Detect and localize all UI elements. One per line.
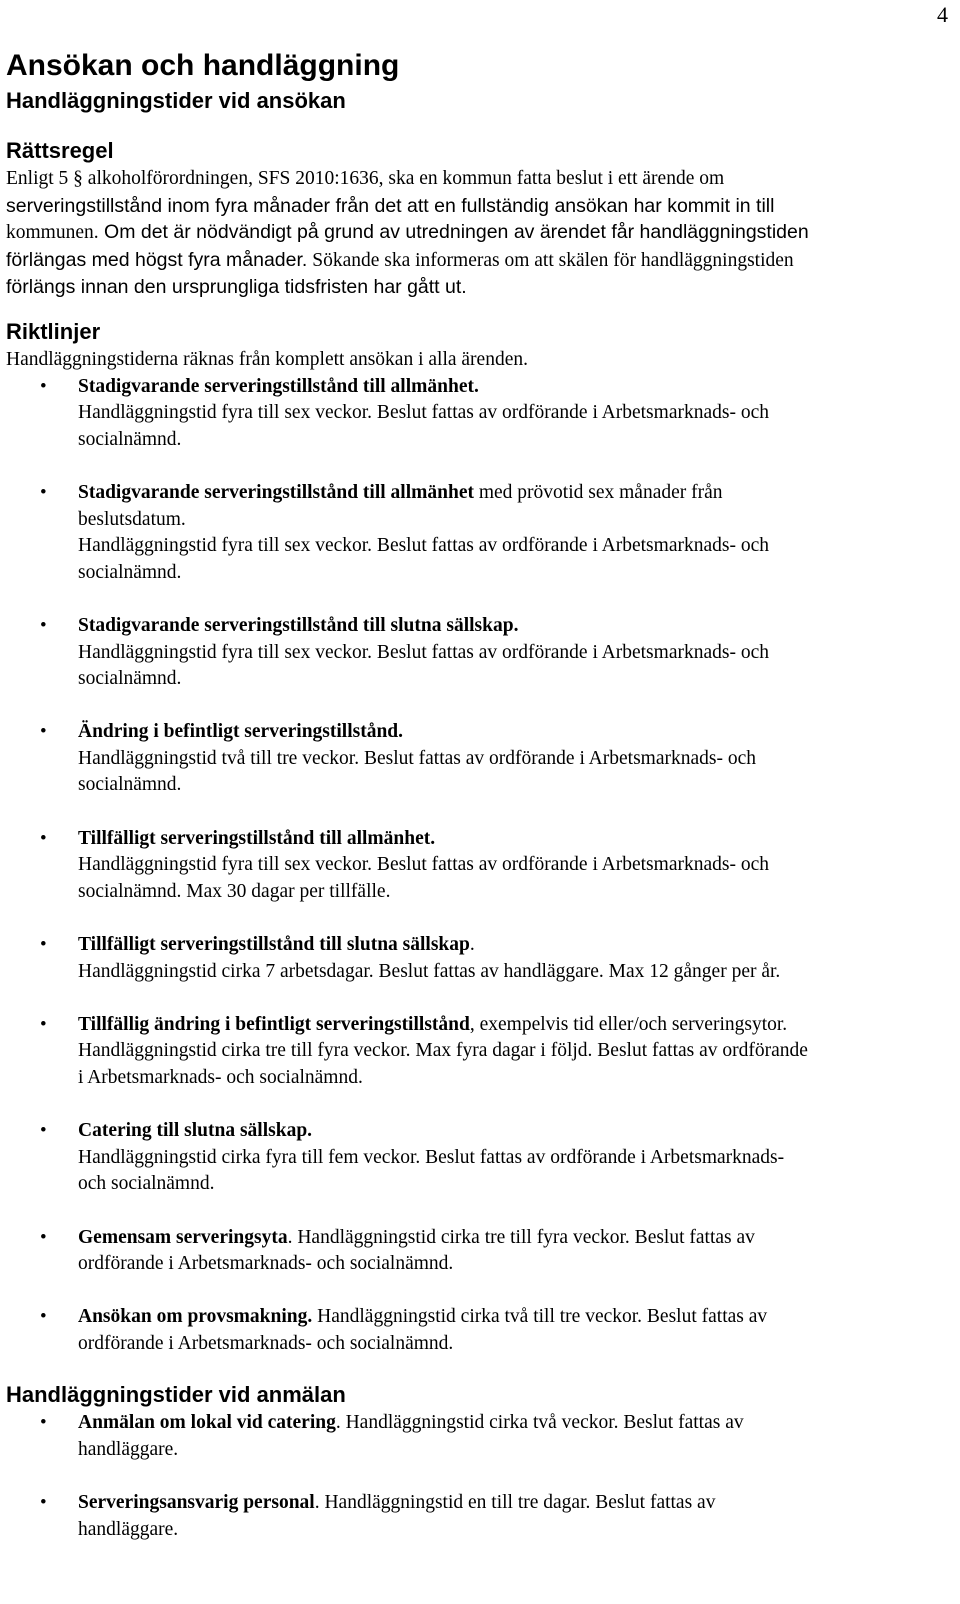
list-item-bold-text: Anmälan om lokal vid catering [78,1412,336,1434]
list-item [6,719,936,799]
list-item-line: socialnämnd. [78,668,182,690]
list-item-bold-text: Stadigvarande serveringstillstånd till allmänhet. [78,375,479,397]
rattsregel-paragraph [6,166,936,301]
list-item-line: socialnämnd. [78,428,182,450]
list-item-heading [78,480,936,507]
list-item-bold-text: Gemensam serveringsyta [78,1226,288,1248]
rattsregel-line-4 [6,247,936,275]
list-item [6,613,936,693]
list-item-heading [78,1304,936,1331]
list-item-bold-text: Tillfälligt serveringstillstånd till allmänhet. [78,827,436,849]
list-item-line: Handläggningstid fyra till sex veckor. Beslut fattas av ordförande i Arbetsmarknads- och [78,641,769,663]
list-item-heading [78,932,936,959]
list-item-line: ordförande i Arbetsmarknads- och socialnämnd. [78,1253,454,1275]
section-heading-riktlinjer: Riktlinjer [6,318,101,344]
rattsregel-line-3b: Om det är nödvändigt på grund av utredningen av ärendet får handläggningstiden [98,221,809,244]
list-item-text: med prövotid sex månader från [473,481,723,503]
page-subtitle: Handläggningstider vid ansökan [6,88,346,113]
bullet-icon: • [40,1013,47,1035]
document-body [6,46,936,1543]
list-item-heading [78,374,936,401]
list-item [6,826,936,906]
list-item-heading [78,826,936,853]
list-item [6,374,936,454]
list-item-line: Handläggningstid cirka tre till fyra veckor. Max fyra dagar i följd. Beslut fattas av ordförande [78,1040,808,1062]
list-item-heading [78,1012,936,1039]
list-item-line: handläggare. [78,1438,179,1460]
list-item [6,1225,936,1278]
list-item-line: socialnämnd. Max 30 dagar per tillfälle. [78,880,391,902]
list-item [6,932,936,985]
bullet-icon: • [40,1306,47,1328]
list-item-line: och socialnämnd. [78,1173,215,1195]
riktlinjer-intro: Handläggningstiderna räknas från komplett ansökan i alla ärenden. [6,348,528,370]
rattsregel-line-5: förlängs innan den ursprungliga tidsfristen har gått ut. [6,276,467,299]
list-item-line: Handläggningstid två till tre veckor. Beslut fattas av ordförande i Arbetsmarknads- och [78,747,756,769]
bullet-icon: • [40,1226,47,1248]
rattsregel-line-4a: förlängas med högst fyra månader. [6,248,308,271]
list-item-text: . Handläggningstid en till tre dagar. Beslut fattas av [314,1491,716,1513]
list-item-bold-text: Stadigvarande serveringstillstånd till allmänhet [78,481,474,503]
list-item-bold-text: Ändring i befintligt serveringstillstånd. [78,721,404,743]
list-item-line: Handläggningstid cirka 7 arbetsdagar. Beslut fattas av handläggare. Max 12 gånger per år. [78,960,781,982]
list-item-line: Handläggningstid fyra till sex veckor. Beslut fattas av ordförande i Arbetsmarknads- och [78,535,769,557]
list-item-line: handläggare. [78,1518,179,1540]
riktlinjer-list [6,374,936,1358]
list-item-heading [78,719,936,746]
list-item-bold-text: Catering till slutna sällskap. [78,1120,313,1142]
list-item-bold-text: Ansökan om provsmakning. [78,1306,313,1328]
list-item [6,1012,936,1092]
list-item [6,1490,936,1543]
rattsregel-line-1: Enligt 5 § alkoholförordningen, SFS 2010:1636, ska en kommun fatta beslut i ett ärende om [6,168,725,189]
list-item-bold-text: Tillfällig ändring i befintligt serveringstillstånd [78,1013,470,1035]
bullet-icon: • [40,1412,47,1434]
page-title: Ansökan och handläggning [6,49,400,82]
bullet-icon: • [40,827,47,849]
list-item-line: Handläggningstid fyra till sex veckor. Beslut fattas av ordförande i Arbetsmarknads- och [78,402,769,424]
section-heading-anmalan: Handläggningstider vid anmälan [6,1382,346,1408]
list-item [6,1118,936,1198]
list-item-heading [78,1118,936,1145]
list-item-line: i Arbetsmarknads- och socialnämnd. [78,1067,363,1088]
list-item [6,1410,936,1463]
section-heading-rattsregel: Rättsregel [6,138,114,163]
bullet-icon: • [40,481,47,503]
bullet-icon: • [40,721,47,743]
list-item-heading [78,1225,936,1252]
bullet-icon: • [40,614,47,636]
list-item-line: socialnämnd. [78,774,182,796]
list-item-line: Handläggningstid fyra till sex veckor. Beslut fattas av ordförande i Arbetsmarknads- och [78,854,769,876]
list-item-heading [78,1490,936,1517]
bullet-icon: • [40,375,47,397]
list-item-text: . Handläggningstid cirka två veckor. Beslut fattas av [335,1412,744,1434]
bullet-icon: • [40,1491,47,1513]
list-item-text: Handläggningstid cirka två till tre veckor. Beslut fattas av [312,1306,768,1328]
list-item-heading [78,1410,936,1437]
list-item-text: . [469,934,475,956]
rattsregel-line-4b: Sökande ska informeras om att skälen för handläggningstiden [307,249,794,271]
rattsregel-line-2: serveringstillstånd inom fyra månader från det att en fullständig ansökan har kommit in till [6,194,775,217]
list-item-line: Handläggningstid cirka fyra till fem veckor. Beslut fattas av ordförande i Arbetsmarknads- [78,1146,785,1168]
list-item-heading [78,613,936,640]
page-number: 4 [937,2,948,27]
list-item-bold-text: Stadigvarande serveringstillstånd till slutna sällskap. [78,614,519,636]
list-item-line: socialnämnd. [78,561,182,583]
list-item-bold-text: Tillfälligt serveringstillstånd till slutna sällskap [78,934,470,956]
list-item-line: beslutsdatum. [78,508,186,530]
list-item-text: . Handläggningstid cirka tre till fyra veckor. Beslut fattas av [287,1226,755,1248]
list-item-text: , exempelvis tid eller/och serveringsytor. [469,1013,788,1035]
list-item [6,480,936,586]
list-item-bold-text: Serveringsansvarig personal [78,1491,315,1513]
rattsregel-line-3a: kommunen. [6,222,99,244]
anmalan-list [6,1410,936,1543]
bullet-icon: • [40,1120,47,1142]
rattsregel-line-3 [6,219,936,247]
list-item-line: ordförande i Arbetsmarknads- och socialnämnd. [78,1332,454,1354]
list-item [6,1304,936,1357]
bullet-icon: • [40,934,47,956]
